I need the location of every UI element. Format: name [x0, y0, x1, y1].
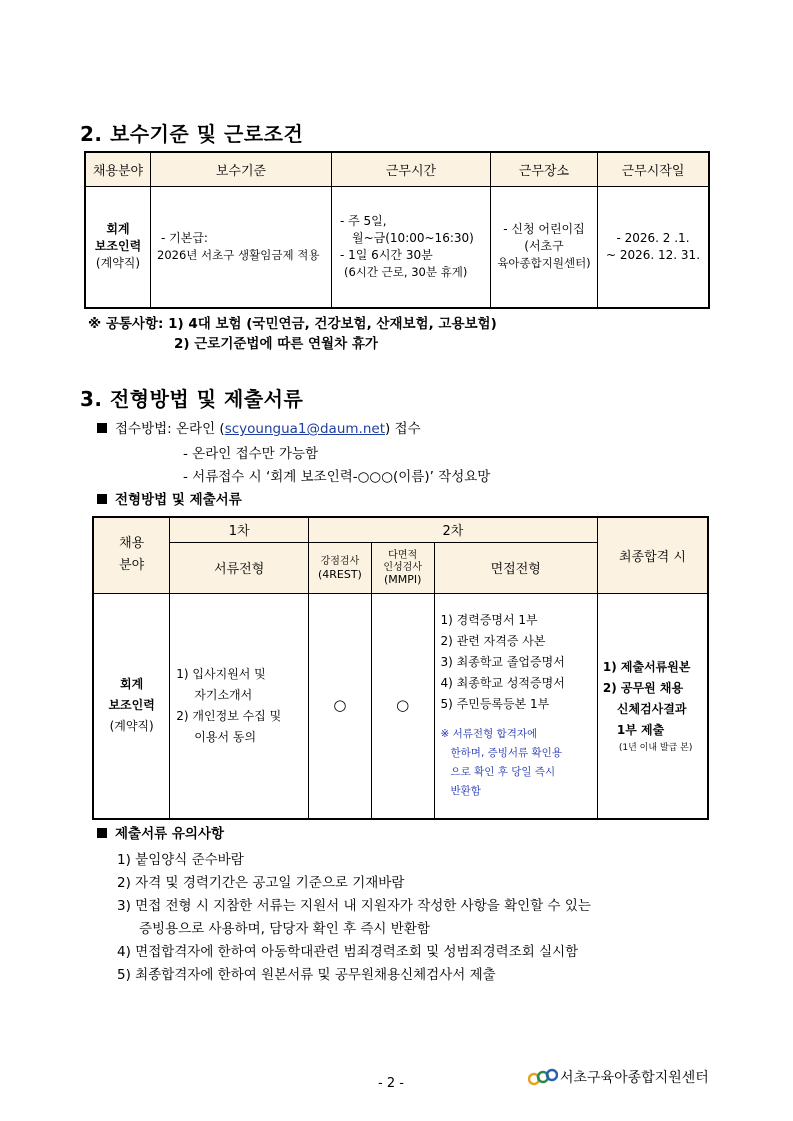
cell-place: - 신청 어린이집 (서초구 육아종합지원센터) [491, 187, 598, 308]
note-5: 5) 최종합격자에 한하여 원본서류 및 공무원채용신체검사서 제출 [117, 967, 496, 983]
cell-personality: ○ [371, 593, 434, 819]
note-2: 2) 자격 및 경력기간은 공고일 기준으로 기재바람 [117, 875, 405, 891]
header-final: 최종합격 시 [597, 517, 708, 593]
seocho-logo-icon [528, 1066, 558, 1088]
method-sub-2: - 서류접수 시 ‘회계 보조인력-○○○(이름)’ 작성요망 [183, 469, 491, 485]
header-aptitude: 강점검사 (4REST) [309, 542, 372, 593]
cell-hours: - 주 5일, 월~금(10:00~16:30) - 1일 6시간 30분 (6시간 근로, 30분 휴게) [332, 187, 491, 308]
common-note-1: ※ 공통사항: 1) 4대 보험 (국민연금, 건강보험, 산재보험, 고용보험) [88, 316, 497, 332]
cell-pay: - 기본급: 2026년 서초구 생활임금제 적용 [151, 187, 332, 308]
cell-start: - 2026. 2 .1. ~ 2026. 12. 31. [598, 187, 710, 308]
header-field: 채용분야 [85, 152, 151, 187]
email-link[interactable]: scyoungua1@daum.net [224, 421, 385, 437]
square-bullet-icon [97, 494, 107, 504]
notes-title: 제출서류 유의사항 [97, 822, 224, 842]
cell-docs1: 1) 입사지원서 및 자기소개서 2) 개인정보 수집 및 이용서 동의 [170, 593, 309, 819]
section3-title: 3. 전형방법 및 제출서류 [80, 387, 304, 411]
header-hours: 근무시간 [332, 152, 491, 187]
square-bullet-icon [97, 423, 107, 433]
header-doc-review: 서류전형 [170, 542, 309, 593]
common-note-2: 2) 근로기준법에 따른 연월차 휴가 [174, 336, 378, 352]
application-method: 접수방법: 온라인 (scyoungua1@daum.net) 접수 [97, 417, 421, 437]
header-interview: 면접전형 [434, 542, 597, 593]
cell-final: 1) 제출서류원본 2) 공무원 채용 신체검사결과 1부 제출 (1년 이내 발급 본) [597, 593, 708, 819]
selection-subtitle: 전형방법 및 제출서류 [97, 488, 242, 508]
note-1: 1) 붙임양식 준수바람 [117, 852, 244, 868]
selection-table [92, 516, 709, 820]
header-stage1: 1차 [170, 517, 309, 542]
square-bullet-icon [97, 828, 107, 838]
header-field: 채용 분야 [93, 517, 170, 593]
pay-conditions-table [84, 151, 710, 309]
cell-docs2: 1) 경력증명서 1부 2) 관련 자격증 사본 3) 최종학교 졸업증명서 4) 최종학교 성적증명서 5) 주민등록등본 1부 ※ 서류전형 합격자에 한하며, 증빙서류 확인용 으로 확인 후 당일 즉시 반환함 [434, 593, 597, 819]
method-sub-1: - 온라인 접수만 가능함 [183, 446, 319, 462]
page-number: - 2 - [378, 1076, 404, 1091]
cell-field: 회계 보조인력 (계약직) [85, 187, 151, 308]
header-personality: 다면적 인성검사 (MMPI) [371, 542, 434, 593]
header-stage2: 2차 [309, 517, 598, 542]
note-4: 4) 면접합격자에 한하여 아동학대관련 범죄경력조회 및 성범죄경력조회 실시함 [117, 944, 579, 960]
cell-aptitude: ○ [309, 593, 372, 819]
cell-field: 회계 보조인력 (계약직) [93, 593, 170, 819]
header-place: 근무장소 [491, 152, 598, 187]
docs2-note: ※ 서류전형 합격자에 한하며, 증빙서류 확인용 으로 확인 후 당일 즉시 반환함 [440, 728, 562, 798]
header-start: 근무시작일 [598, 152, 710, 187]
note-3: 3) 면접 전형 시 지참한 서류는 지원서 내 지원자가 작성한 사항을 확인할 수 있는 [117, 898, 591, 914]
section2-title: 2. 보수기준 및 근로조건 [80, 122, 304, 146]
footer-org: 서초구육아종합지원센터 [528, 1066, 709, 1088]
header-pay: 보수기준 [151, 152, 332, 187]
note-3-cont: 증빙용으로 사용하며, 담당자 확인 후 즉시 반환함 [139, 921, 430, 937]
